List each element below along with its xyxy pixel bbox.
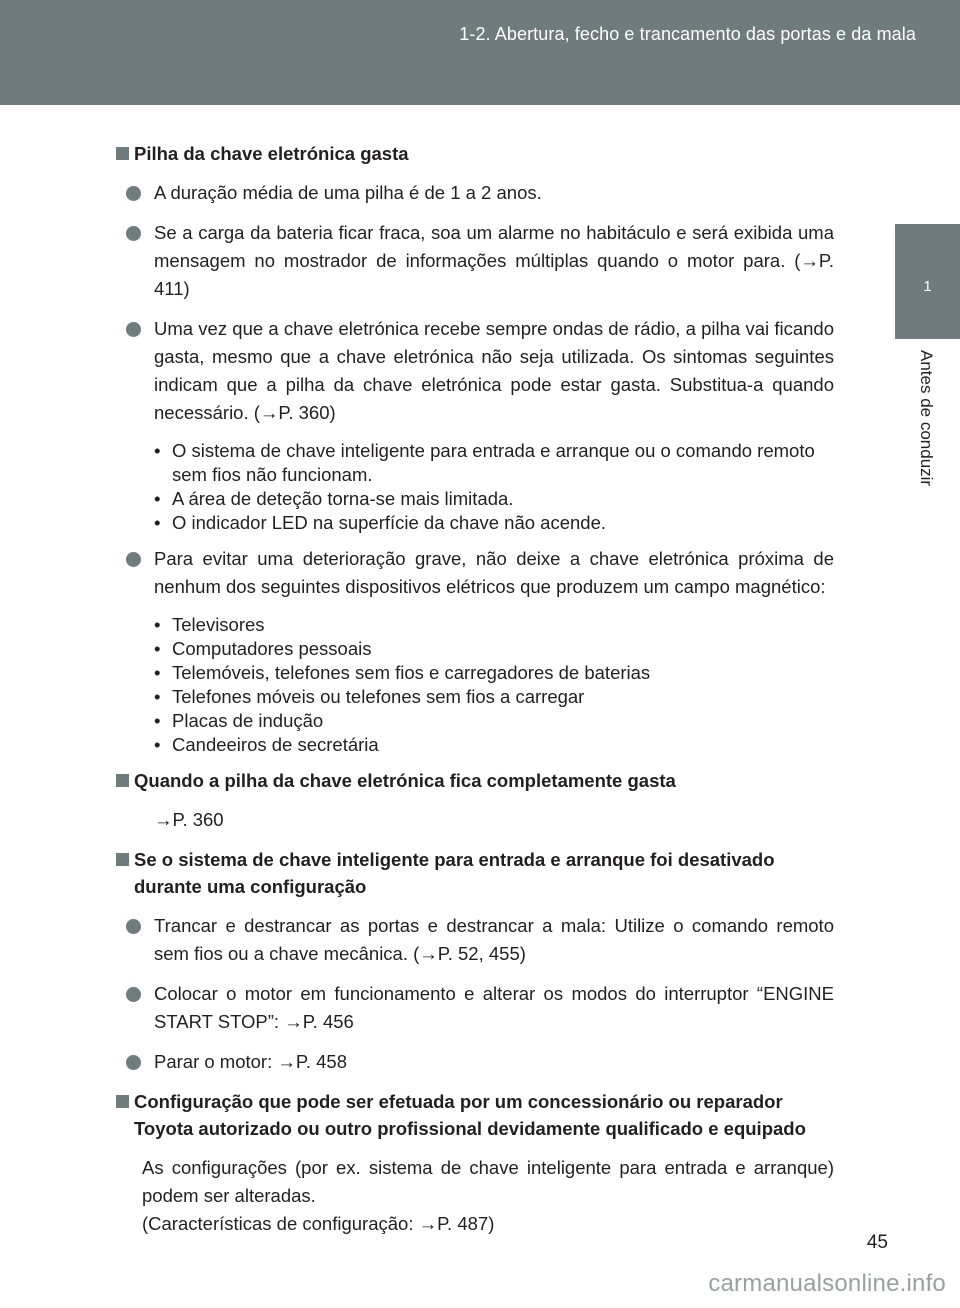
section-heading: Pilha da chave eletrónica gasta: [114, 140, 834, 167]
circle-bullet-icon: [126, 552, 141, 567]
list-item: • Placas de indução: [154, 710, 324, 731]
circle-bullet-icon: [126, 322, 141, 337]
chapter-tab: [895, 224, 960, 339]
bullet-item: Para evitar uma deterioração grave, não deixe a chave eletrónica próxima de nenhum dos seguintes dispositivos elétricos que produzem um campo magnético:: [114, 545, 834, 601]
page-reference: →P. 360: [154, 809, 224, 830]
circle-bullet-icon: [126, 226, 141, 241]
chapter-number: 1: [923, 278, 932, 295]
circle-bullet-icon: [126, 919, 141, 934]
circle-bullet-icon: [126, 186, 141, 201]
bullet-item: A duração média de uma pilha é de 1 a 2 anos.: [114, 179, 834, 207]
bullet-item: Uma vez que a chave eletrónica recebe sempre ondas de rádio, a pilha vai ficando gasta, mesmo que a chave eletrónica não seja utilizada. Os sintomas seguintes indicam que a pilha da chave eletrónica pode estar gasta. Substitua-a quando necessário. (→P. 360): [114, 315, 834, 427]
square-bullet-icon: [116, 853, 129, 866]
section-heading: Quando a pilha da chave eletrónica fica completamente gasta: [114, 767, 834, 794]
page-number: 45: [866, 1232, 888, 1253]
paragraph: As configurações (por ex. sistema de chave inteligente para entrada e arranque) podem ser alteradas.: [142, 1157, 834, 1206]
circle-bullet-icon: [126, 987, 141, 1002]
bullet-item: Colocar o motor em funcionamento e alterar os modos do interruptor “ENGINE START STOP”: →P. 456: [114, 980, 834, 1036]
list-item: • Televisores: [154, 614, 265, 635]
list-item: • O sistema de chave inteligente para entrada e arranque ou o comando remoto sem fios não funcionam.: [154, 440, 815, 485]
page-content: [114, 140, 834, 1238]
bullet-item: Trancar e destrancar as portas e destrancar a mala: Utilize o comando remoto sem fios ou a chave mecânica. (→P. 52, 455): [114, 912, 834, 968]
symptom-list: [114, 439, 834, 535]
paragraph: (Características de configuração: →P. 487): [142, 1213, 495, 1234]
bullet-item: Se a carga da bateria ficar fraca, soa um alarme no habitáculo e será exibida uma mensagem no mostrador de informações múltiplas quando o motor para. (→P. 411): [114, 219, 834, 303]
square-bullet-icon: [116, 774, 129, 787]
square-bullet-icon: [116, 147, 129, 160]
list-item: • Candeeiros de secretária: [154, 734, 379, 755]
list-item: • A área de deteção torna-se mais limitada.: [154, 488, 514, 509]
list-item: • O indicador LED na superfície da chave não acende.: [154, 512, 607, 533]
device-list: [114, 613, 834, 757]
list-item: • Telefones móveis ou telefones sem fios a carregar: [154, 686, 585, 707]
list-item: • Computadores pessoais: [154, 638, 372, 659]
square-bullet-icon: [116, 1095, 129, 1108]
watermark-logo: carmanualsonline.info: [708, 1270, 946, 1297]
section-heading: Configuração que pode ser efetuada por um concessionário ou reparador Toyota autorizado ou outro profissional devidamente qualificado e equipado: [114, 1088, 834, 1142]
bullet-item: Parar o motor: →P. 458: [114, 1048, 834, 1076]
list-item: • Telemóveis, telefones sem fios e carregadores de baterias: [154, 662, 651, 683]
circle-bullet-icon: [126, 1055, 141, 1070]
header-bar: [0, 0, 960, 105]
section-heading: Se o sistema de chave inteligente para entrada e arranque foi desativado durante uma configuração: [114, 846, 834, 900]
chapter-side-label: Antes de conduzir: [917, 350, 936, 487]
chapter-title: 1-2. Abertura, fecho e trancamento das portas e da mala: [459, 24, 916, 44]
